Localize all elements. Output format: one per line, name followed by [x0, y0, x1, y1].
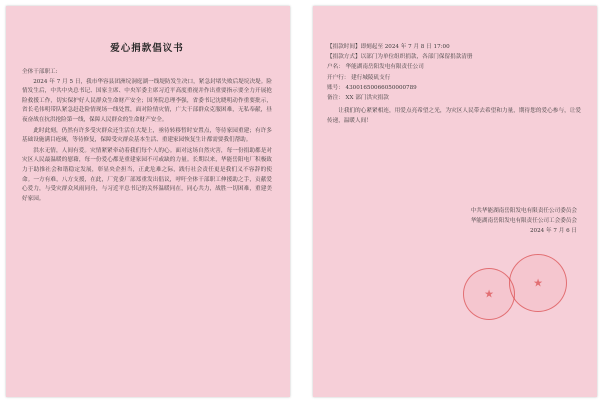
- paragraph: 2024 年 7 月 5 日，我市华容县团洲垸洞庭湖一线堤防发生决口，紧急封堵失败后堤垸决堤。险情发生后，中共中央总书记、国家主席、中央军委主席习近平高度重视并作出重要指示要全力开展抢险救援工作，切实保护好人民群众生命财产安全；国务院总理李强，省委书记沈晓明动作重要批示，省长毛伟明带队紧急赶赴险情现场一线处置，面对险情灾情，广大干部群众克服困难，无私奉献，昼夜奋战在抗洪抢险第一线，保障人民群众的生命财产安全。: [22, 78, 272, 123]
- closing-paragraph: 让我们的心紧紧相连，用爱点亮希望之光，为灾区人民带去希望和力量，期待您的爱心参与，让爱传递，温暖人间！: [327, 108, 581, 124]
- account-number: 账号： 43001650066050000789: [327, 84, 417, 91]
- paragraph: 此时此刻，仍然有许多受灾群众还生活在大堤上，亟待转移暂时安置点，等待家园重建；有许多基础设施满目疮痍，等待修复，保障受灾群众基本生活、重建家园恢复生计都需要我们帮助。: [22, 127, 272, 144]
- signature-party-committee: 中共华能湖南岳阳发电有限责任公司委员会: [470, 208, 577, 215]
- account-name: 户名： 华能湖南岳阳发电有限责任公司: [327, 64, 424, 71]
- seal-star-icon: ★: [484, 287, 494, 301]
- remark: 备注： XX 部门洪灾捐款: [327, 95, 389, 102]
- signature-union-committee: 华能湖南岳阳发电有限责任公司工会委员会: [470, 218, 577, 225]
- bank-name: 开户行： 建行城陵矶支行: [327, 74, 391, 81]
- signature-block: [327, 206, 581, 236]
- donation-time: 【捐款时间】即刻起至 2024 年 7 月 8 日 17:00: [327, 44, 450, 50]
- red-seal-stamp: [463, 268, 515, 320]
- donation-method: 【捐款方式】以部门为单位组织捐款，各部门保留捐款清册: [327, 54, 473, 61]
- signature-date: 2024 年 7 月 6 日: [529, 228, 577, 235]
- proposal-page-right: [313, 6, 597, 397]
- salutation: 全体干部职工:: [22, 69, 58, 75]
- paragraph: 洪水无情，人间有爱。灾情紧紧牵动着我们每个人的心。面对这场自然灾害，每一份捐助都是对灾区人民最温暖的慰藉，每一份爱心都是重建家园不可或缺的力量。长期以来，华能岳阳电厂积极致力于助推社会和谐稳定发展，彰显央企担当，正此危难之际，践行社会责任更是我们义不容辞的使命。一方有难，八方支援，在此，厂党委厂部郑重发出倡议，呼吁全体干部职工伸援助之手，贡献爱心爱力，与受灾群众风雨同舟，与习近平总书记的关怀温暖同在，同心共力，战胜一切困难，重建美好家园。: [22, 147, 272, 202]
- proposal-page-left: [6, 6, 290, 397]
- red-seal-stamp: [509, 254, 567, 312]
- seal-star-icon: ★: [533, 276, 543, 290]
- document-title: 爱心捐款倡议书: [110, 43, 184, 54]
